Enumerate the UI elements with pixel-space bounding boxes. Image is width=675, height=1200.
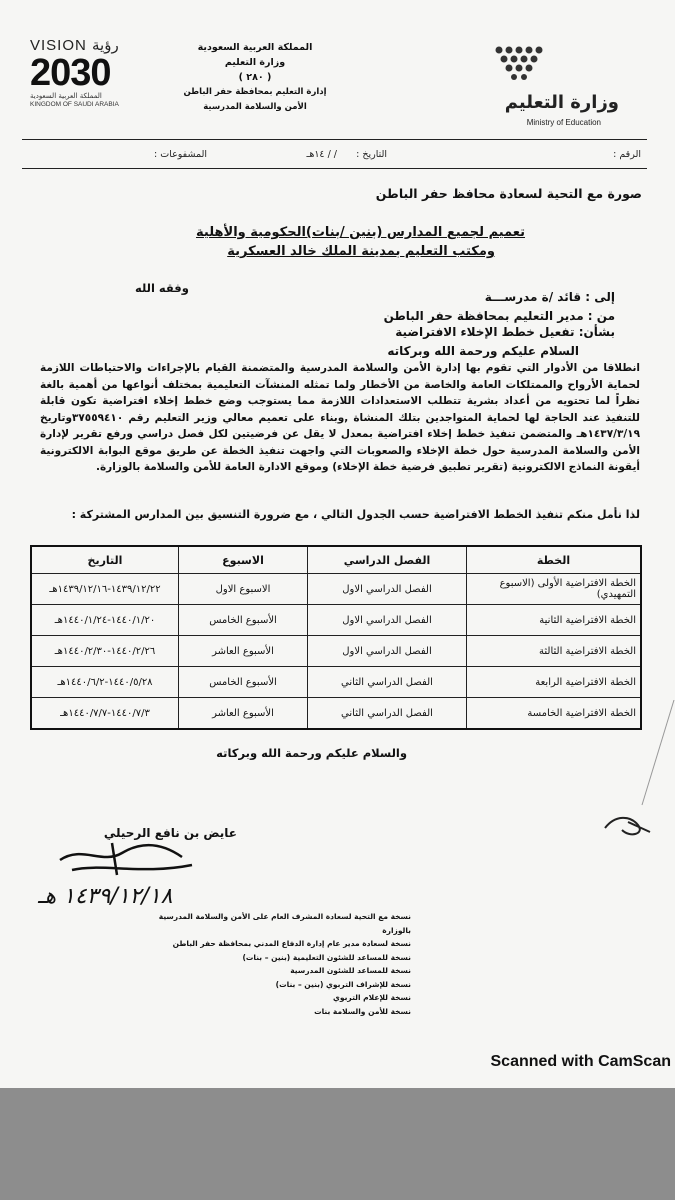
semester-cell: الفصل الدراسي الاول <box>308 636 467 667</box>
greeting: السلام عليكم ورحمة الله وبركاته <box>387 344 579 358</box>
date-cell: ١٤٤٠/١/٢٠-١٤٤٠/١/٢٤هـ <box>31 605 179 636</box>
semester-cell: الفصل الدراسي الثاني <box>308 698 467 730</box>
plan-cell: الخطة الافتراضية الثانية <box>467 605 642 636</box>
list-item: نسخة للإعلام التربوي <box>333 993 411 1002</box>
copy-line: صورة مع التحية لسعادة محافظ حفر الباطن <box>375 186 642 201</box>
semester-cell: الفصل الدراسي الاول <box>308 574 467 605</box>
header-divider <box>22 139 647 140</box>
col-header-date: التاريخ <box>31 546 179 574</box>
kingdom-name: المملكة العربية السعودية <box>197 42 313 53</box>
semester-cell: الفصل الدراسي الاول <box>308 605 467 636</box>
table-header-row <box>31 546 641 574</box>
ministry-code: ( ٢٨٠ ) <box>238 72 272 83</box>
table-row <box>31 667 641 698</box>
col-header-semester: الفصل الدراسي <box>308 546 467 574</box>
vision-year: 2030 <box>30 52 111 94</box>
reference-divider <box>22 168 647 169</box>
vision-subtitle-ar: المملكة العربية السعودية <box>30 92 102 100</box>
list-item: نسخة لسعادة مدير عام إدارة الدفاع المدني بمحافظة حفر الباطن <box>172 939 411 948</box>
list-item: نسخة للمساعد للشئون المدرسية <box>290 966 411 975</box>
from-line: من : مدير التعليم بمحافظة حفر الباطن <box>383 309 615 323</box>
ministry-name-en: Ministry of Education <box>526 118 601 127</box>
table-row <box>31 605 641 636</box>
table-row <box>31 574 641 605</box>
col-header-plan: الخطة <box>467 546 642 574</box>
scanner-watermark: Scanned with CamScan <box>490 1053 671 1070</box>
ministry-name-ar: وزارة التعليم <box>504 92 619 113</box>
date-value: / / ١٤هـ <box>306 149 337 160</box>
ministry-name: وزارة التعليم <box>224 57 286 68</box>
date-label: التاريخ : <box>356 149 387 160</box>
table-row <box>31 698 641 730</box>
letterhead-center <box>180 40 330 115</box>
plan-cell: الخطة الافتراضية الخامسة <box>467 698 642 730</box>
attachments-label: المشفوعات : <box>154 149 207 160</box>
list-item: نسخة للإشراف التربوي (بنين – بنات) <box>275 979 411 989</box>
circular-title-2: ومكتب التعليم بمدينة الملك خالد العسكرية <box>227 244 495 259</box>
list-item: نسخة للمساعد للشئون التعليمية (بنين – بنات) <box>242 952 411 962</box>
evacuation-plan-table <box>30 545 642 730</box>
number-label: الرقم : <box>613 149 641 160</box>
date-cell: ١٤٤٠/٢/٢٦-١٤٤٠/٢/٣٠هـ <box>31 636 179 667</box>
ministry-logo-icon <box>493 46 603 80</box>
list-item: نسخة للأمن والسلامة بنات <box>314 1006 411 1016</box>
date-cell: ١٤٣٩/١٢/٢٢-١٤٣٩/١٢/١٦هـ <box>31 574 179 605</box>
signatory-name: عايض بن نافع الرحيلي <box>103 826 237 840</box>
week-cell: الاسبوع الاول <box>179 574 308 605</box>
handwritten-date: ١٤٣٩/١٢/١٨ هـ <box>38 884 173 909</box>
background-band <box>0 1088 675 1200</box>
signature <box>52 835 202 880</box>
plan-cell: الخطة الافتراضية الأولى (الاسبوع التمهيدي) <box>467 574 642 605</box>
circular-title-1: تعميم لجميع المدارس (بنين /بنات)الحكومية والأهلية <box>196 225 525 240</box>
closing-line: والسلام عليكم ورحمة الله وبركاته <box>216 746 407 760</box>
body-paragraph: انطلاقا من الأدوار التي تقوم بها إدارة الأمن والسلامة المدرسية والمتضمنة القيام بالإجراءات والاحتياطات اللازمة لحماية الأرواح والممتلكات العامة والخاصة من الأخطار ولما تمثله المنشآت التعليمية بمختلف أنواعها من أهمية بالغة نظراً لما تحتويه من أعداد بشرية تتطلب الاستعدادات اللازمة مما يستوجب وضع خطط إخلاء افتراضية تكون قابلة للتنفيذ عند الحاجة لها لحماية المتواجدين بتلك المنشاة ,وبناء على تعميم معالي وزير التعليم رقم ٣٧٥٥٩٤١٠وتاريخ ١٤٣٧/٣/١٩هـ والمتضمن تنفيذ خطط إخلاء افتراضية بمعدل لا يقل عن فرضيتين لكل فصل دراسي ورفع تقرير لإدارة الأمن والسلامة المدرسية حول خطة الإخلاء والصعوبات التي واجهت تنفيذ الخطة عن طريق موقع البوابة الالكترونية أيقونة النماذج الالكترونية (تقرير تطبيق فرضية خطة الإخلاء) وموقع الادارة العامة للأمن والسلامة بالوزارة. <box>40 362 640 473</box>
date-cell: ١٤٤٠/٧/٣-١٤٤٠/٧/٧هـ <box>31 698 179 730</box>
plan-cell: الخطة الافتراضية الثالثة <box>467 636 642 667</box>
table-row <box>31 636 641 667</box>
blessing: وفقه الله <box>135 281 189 295</box>
instruction-line: لذا نأمل منكم تنفيذ الخطط الافتراضية حسب الجدول التالي ، مع ضرورة التنسيق بين المدارس المشتركة : <box>71 508 640 521</box>
department-name: الأمن والسلامة المدرسية <box>203 102 307 112</box>
directorate-name: إدارة التعليم بمحافظة حفر الباطن <box>183 87 327 97</box>
vision-title: VISION رؤية <box>30 37 119 54</box>
week-cell: الأسبوع الخامس <box>179 605 308 636</box>
scan-artifact <box>640 700 675 810</box>
date-cell: ١٤٤٠/٥/٢٨-١٤٤٠/٦/٢هـ <box>31 667 179 698</box>
to-line: إلى : قائد /ة مدرســـة <box>484 290 615 304</box>
col-header-week: الاسبوع <box>179 546 308 574</box>
list-item: نسخة مع التحية لسعادة المشرف العام على الأمن والسلامة المدرسية بالوزارة <box>158 912 411 935</box>
semester-cell: الفصل الدراسي الثاني <box>308 667 467 698</box>
initials-scribble <box>600 810 660 840</box>
vision-subtitle-en: KINGDOM OF SAUDI ARABIA <box>30 101 119 108</box>
plan-cell: الخطة الافتراضية الرابعة <box>467 667 642 698</box>
vision-2030-logo <box>30 36 160 108</box>
week-cell: الأسبوع العاشر <box>179 636 308 667</box>
subject-line: بشأن: تفعيل خطط الإخلاء الافتراضية <box>395 325 615 339</box>
distribution-list <box>151 910 411 1018</box>
week-cell: الأسبوع العاشر <box>179 698 308 730</box>
reference-line <box>22 146 647 166</box>
week-cell: الأسبوع الخامس <box>179 667 308 698</box>
